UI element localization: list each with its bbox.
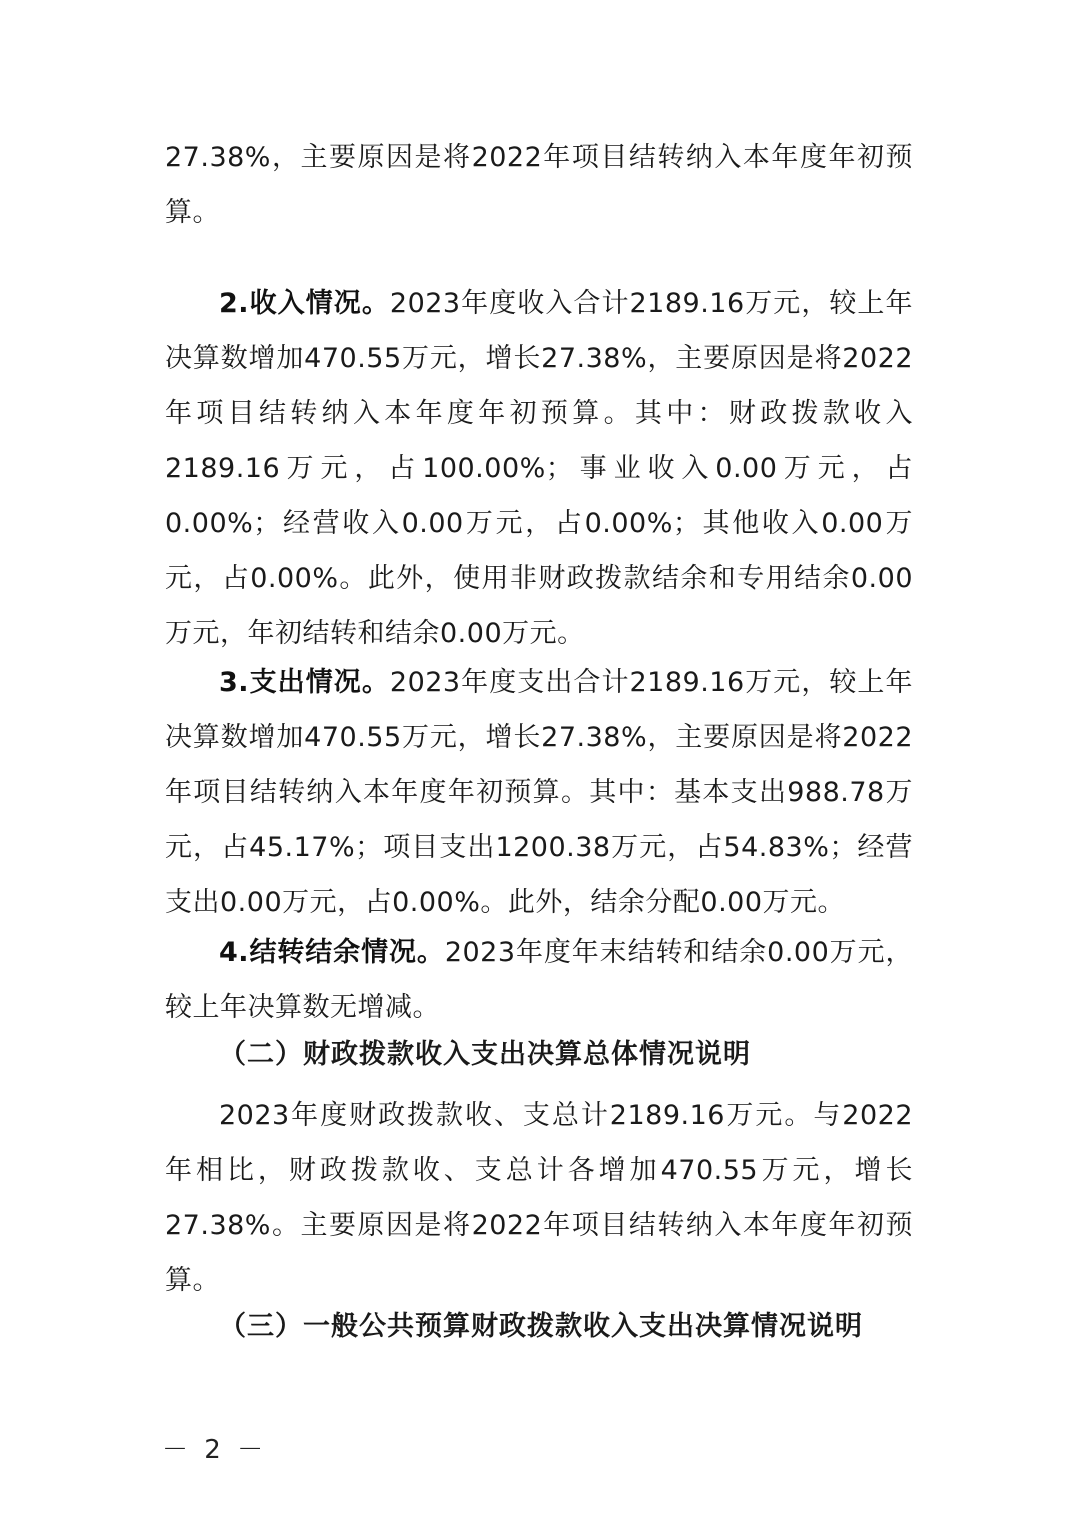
- carryover-heading: 4.结转结余情况。: [219, 937, 445, 968]
- income-heading: 2.收入情况。: [219, 288, 390, 319]
- section-3-title: （三）一般公共预算财政拨款收入支出决算情况说明: [219, 1311, 863, 1342]
- paragraph-section-2: [165, 1088, 913, 1308]
- expense-heading: 3.支出情况。: [219, 667, 390, 698]
- income-body: 2023年度收入合计2189.16万元，较上年决算数增加470.55万元，增长27.38%，主要原因是将2022年项目结转纳入本年度年初预算。其中：财政拨款收入2189.16万元，占100.00%；事业收入0.00万元，占0.00%；经营收入0.00万元，占0.00%；其他收入0.00万元，占0.00%。此外，使用非财政拨款结余和专用结余0.00万元，年初结转和结余0.00万元。: [165, 288, 913, 649]
- carryover-body: 2023年度年末结转和结余0.00万元，较上年决算数无增减。: [165, 937, 913, 1023]
- section-2-title: （二）财政拨款收入支出决算总体情况说明: [219, 1039, 751, 1070]
- paragraph-expense: [165, 655, 913, 930]
- section-2-body: 2023年度财政拨款收、支总计2189.16万元。与2022年相比，财政拨款收、支总计各增加470.55万元，增长27.38%。主要原因是将2022年项目结转纳入本年度年初预算。: [165, 1100, 913, 1296]
- page-number: － 2 －: [162, 1435, 268, 1465]
- paragraph-continuation-text: 27.38%，主要原因是将2022年项目结转纳入本年度年初预算。: [165, 142, 913, 228]
- expense-body: 2023年度支出合计2189.16万元，较上年决算数增加470.55万元，增长27.38%，主要原因是将2022年项目结转纳入本年度年初预算。其中：基本支出988.78万元，占45.17%；项目支出1200.38万元，占54.83%；经营支出0.00万元，占0.00%。此外，结余分配0.00万元。: [165, 667, 913, 918]
- paragraph-carryover: [165, 925, 913, 1035]
- paragraph-income: [165, 276, 913, 661]
- paragraph-continuation: [165, 130, 913, 240]
